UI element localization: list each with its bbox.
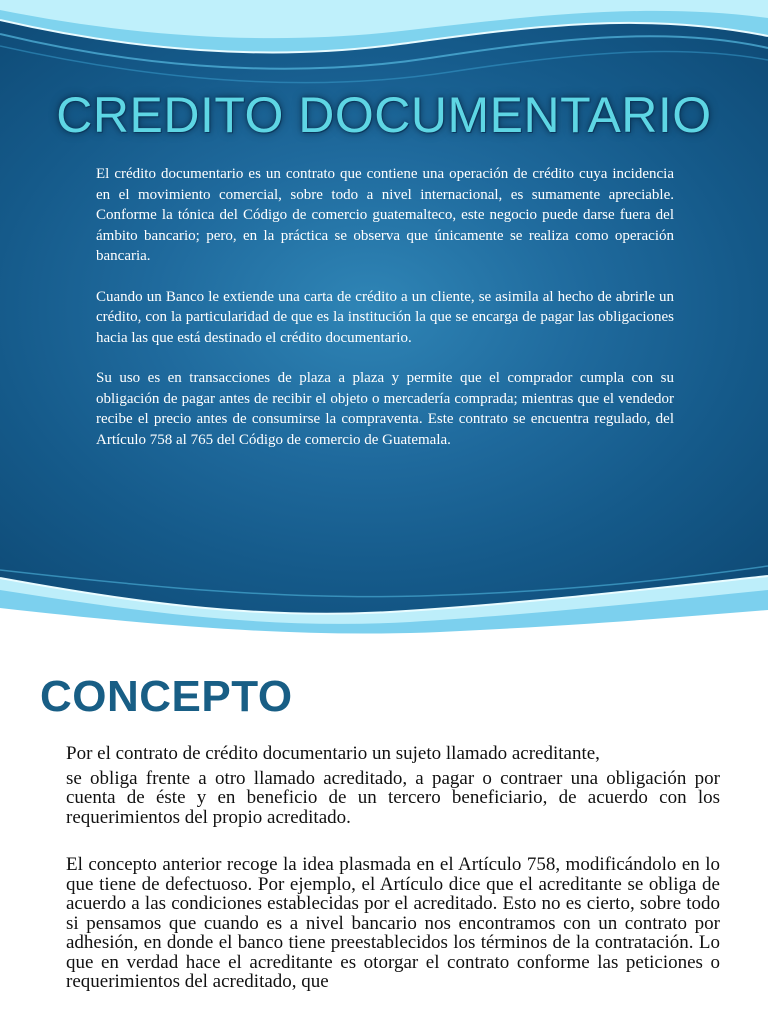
slide-body [66, 744, 720, 1020]
paragraph-first-line: Por el contrato de crédito documentario un sujeto llamado acreditante, [66, 743, 600, 764]
body-paragraph: El crédito documentario es un contrato que contiene una operación de crédito cuya incidencia en el movimiento comercial, sobre todo a nivel internacional, es sumamente apreciable. Conforme la tónica del Código de comercio guatemalteco, este negocio puede darse fuera del ámbito bancario; pero, en la práctica se observa que únicamente se realiza como operación bancaria. [96, 166, 674, 264]
body-paragraph: Su uso es en transacciones de plaza a plaza y permite que el comprador cumpla con su obligación de pagar antes de recibir el objeto o mercadería comprada; mientras que el vendedor recibe el precio antes de consumirse la compraventa. Este contrato se encuentra regulado, del Artículo 758 al 765 del Código de comercio de Guatemala. [96, 370, 674, 448]
body-paragraph [66, 744, 720, 827]
slide-title: CREDITO DOCUMENTARIO [56, 87, 712, 143]
slide-concepto [0, 640, 768, 1024]
body-paragraph: El concepto anterior recoge la idea plasmada en el Artículo 758, modificándolo en lo que tiene de defectuoso. Por ejemplo, el Artículo dice que el acreditante se obliga de acuerdo a las condiciones establecidas por el acreditado. Esto no es cierto, sobre todo si pensamos que cuando es a nivel bancario nos encontramos con un contrato por adhesión, en donde el banco tiene preestablecidos los términos de la contratación. Lo que en verdad hace el acreditante es otorgar el contrato conforme las peticiones o requerimientos del acreditado, que [66, 854, 720, 992]
slide-title: CONCEPTO [40, 672, 293, 721]
paragraph-continuation: se obliga frente a otro llamado acreditado, a pagar o contraer una obligación por cuenta de éste y en beneficio de un tercero beneficiario, de acuerdo con los requerimientos del propio acreditado. [66, 767, 720, 828]
bottom-wave-decoration [0, 560, 768, 640]
body-paragraph: Cuando un Banco le extiende una carta de crédito a un cliente, se asimila al hecho de abrirle un crédito, con la particularidad de que es la institución la que se encarga de pagar las obligaciones hacia las que está destinado el crédito documentario. [96, 288, 674, 346]
slide-body [96, 164, 674, 470]
